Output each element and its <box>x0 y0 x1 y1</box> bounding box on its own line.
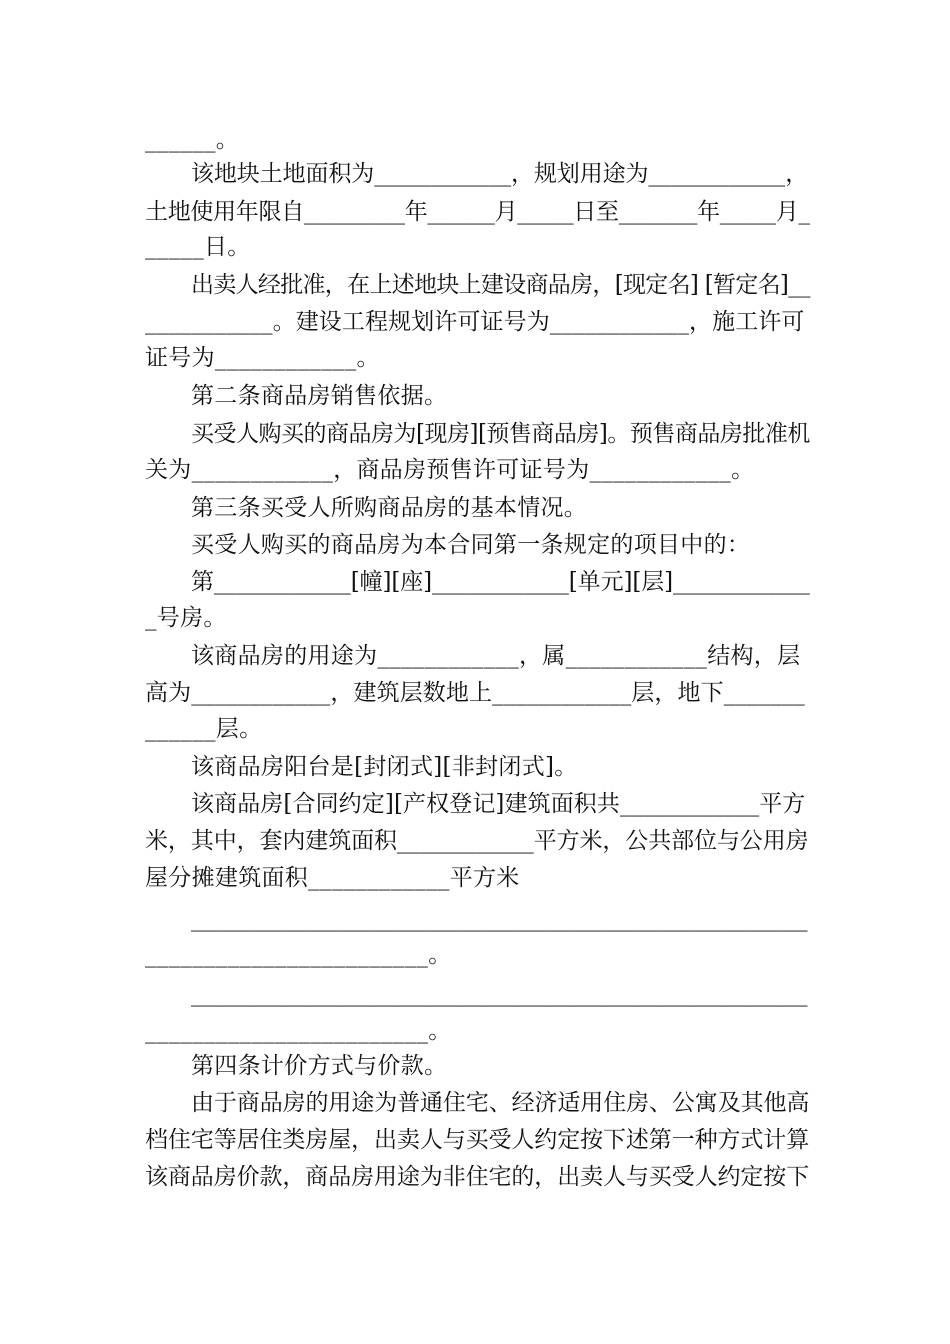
text-line: 买受人购买的商品房为本合同第一条规定的项目中的： <box>191 532 751 558</box>
text-line: 屋分摊建筑面积____________平方米 <box>145 865 520 891</box>
text-line: 该商品房阳台是[封闭式][非封闭式]。 <box>191 754 578 780</box>
text-line: 第____________[幢][座]____________[单元][层]____________ <box>191 569 810 595</box>
text-line: 出卖人经批准，在上述地块上建设商品房，[现定名] [暂定名]__ <box>191 272 810 298</box>
blank-fill-line: ________________________________________________________ <box>191 906 807 932</box>
text-line: 该商品房的用途为____________，属____________结构，层 <box>191 643 801 669</box>
text-line: 高为____________，建筑层数地上____________层，地下_______ <box>145 680 805 706</box>
text-line: _____日。 <box>145 234 251 260</box>
text-line: _号房。 <box>145 605 227 631</box>
section-heading: 第四条计价方式与价款。 <box>191 1053 448 1079</box>
section-heading: 第二条商品房销售依据。 <box>191 383 448 409</box>
text-line: ______。 <box>145 127 240 153</box>
blank-fill-line: ________________________________________________________ <box>191 981 807 1007</box>
blank-fill-line: ________________________。 <box>145 1018 452 1044</box>
text-line: 该商品房[合同约定][产权登记]建筑面积共____________平方 <box>191 791 806 817</box>
text-line: 米，其中，套内建筑面积____________平方米，公共部位与公用房 <box>145 828 809 854</box>
text-line: 档住宅等居住类房屋，出卖人与买受人约定按下述第一种方式计算 <box>145 1127 810 1153</box>
text-line: 土地使用年限自_________年______月_____日至_______年_____月_ <box>145 199 810 225</box>
blank-fill-line: ________________________。 <box>145 942 452 968</box>
text-line: ______层。 <box>145 716 263 742</box>
section-heading: 第三条买受人所购商品房的基本情况。 <box>191 495 588 521</box>
text-line: ___________。建设工程规划许可证号为____________，施工许可 <box>145 309 805 335</box>
text-line: 关为____________，商品房预售许可证号为____________。 <box>145 457 755 483</box>
text-line: 买受人购买的商品房为[现房][预售商品房]。预售商品房批准机 <box>191 421 810 447</box>
text-line: 证号为____________。 <box>145 345 380 371</box>
text-line: 该商品房价款，商品房用途为非住宅的，出卖人与买受人约定按下 <box>145 1164 810 1190</box>
text-line: 由于商品房的用途为普通住宅、经济适用住房、公寓及其他高 <box>191 1090 810 1116</box>
text-line: 该地块土地面积为____________，规划用途为____________， <box>191 161 809 187</box>
